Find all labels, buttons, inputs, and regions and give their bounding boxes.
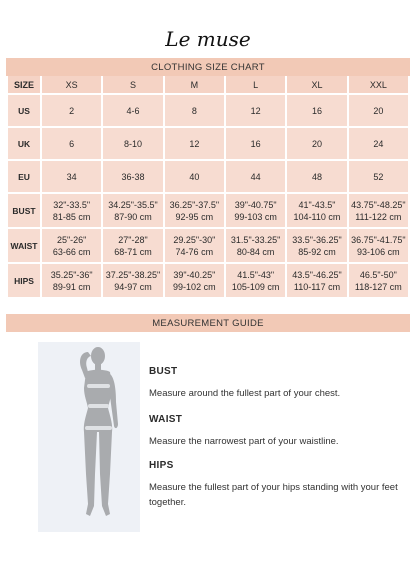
size-cell — [226, 128, 285, 161]
size-cell — [42, 128, 101, 161]
cell-value-metric: 74-76 cm — [175, 246, 214, 257]
cell-value-metric: 99-102 cm — [173, 281, 216, 292]
cell-value-metric: 93-106 cm — [357, 246, 400, 257]
size-cell — [165, 194, 224, 229]
cell-value: 12 — [250, 105, 261, 116]
guide-hips-title: HIPS — [149, 460, 174, 471]
measurement-guide-title: MEASUREMENT GUIDE — [6, 314, 410, 332]
cell-value: 27"-28" — [118, 234, 148, 245]
cell-value-metric: 85-92 cm — [298, 246, 336, 257]
row-label: BUST — [8, 194, 40, 229]
size-cell — [349, 161, 408, 194]
size-cell — [349, 128, 408, 161]
size-col-xxl: XXL — [349, 76, 408, 95]
cell-value: 29.25"-30" — [173, 234, 216, 245]
size-cell — [226, 194, 285, 229]
guide-hips-text: Measure the fullest part of your hips standing with your feet together. — [149, 482, 398, 508]
size-cell — [226, 161, 285, 194]
size-cell — [287, 194, 346, 229]
cell-value: 8-10 — [123, 138, 142, 149]
cell-value: 48 — [311, 171, 322, 182]
cell-value-metric: 99-103 cm — [234, 211, 277, 222]
cell-value: 52 — [373, 171, 384, 182]
size-col-m: M — [165, 76, 224, 95]
size-col-xs: XS — [42, 76, 101, 95]
size-cell — [349, 229, 408, 264]
size-cell — [349, 194, 408, 229]
size-cell — [349, 95, 408, 128]
cell-value: 39"-40.75" — [234, 199, 277, 210]
guide-bust — [149, 366, 404, 401]
cell-value-metric: 118-127 cm — [354, 281, 402, 292]
size-cell — [42, 161, 101, 194]
guide-waist — [149, 414, 404, 449]
cell-value: 43.5"-46.25" — [292, 269, 342, 280]
size-row-us — [8, 95, 408, 128]
row-label: UK — [8, 128, 40, 161]
size-cell — [103, 194, 162, 229]
guide-waist-title: WAIST — [149, 414, 183, 425]
cell-value: 36-38 — [121, 171, 145, 182]
row-label: US — [8, 95, 40, 128]
size-cell — [165, 264, 224, 299]
size-cell — [226, 95, 285, 128]
size-cell — [165, 161, 224, 194]
cell-value: 12 — [189, 138, 200, 149]
cell-value: 20 — [373, 105, 384, 116]
cell-value: 6 — [69, 138, 75, 149]
size-cell — [165, 95, 224, 128]
size-row-waist — [8, 229, 408, 264]
size-cell — [165, 229, 224, 264]
cell-value: 41.5"-43" — [237, 269, 275, 280]
cell-value: 34.25"-35.5" — [108, 199, 158, 210]
cell-value-metric: 92-95 cm — [175, 211, 214, 222]
size-chart-table — [6, 76, 410, 299]
cell-value: 34 — [66, 171, 77, 182]
row-label: EU — [8, 161, 40, 194]
size-cell — [287, 229, 346, 264]
cell-value-metric: 89-91 cm — [52, 281, 91, 292]
size-header-row — [8, 76, 408, 95]
guide-waist-text: Measure the narrowest part of your waistline. — [149, 436, 339, 447]
cell-value: 4-6 — [126, 105, 140, 116]
cell-value-metric: 110-117 cm — [293, 281, 341, 292]
cell-value: 25"-26" — [56, 234, 87, 245]
size-chart-title: CLOTHING SIZE CHART — [6, 58, 410, 76]
cell-value-metric: 80-84 cm — [236, 246, 275, 257]
cell-value: 40 — [189, 171, 200, 182]
size-cell — [226, 264, 285, 299]
cell-value: 36.25"-37.5" — [169, 199, 220, 210]
cell-value: 46.5"-50" — [359, 269, 397, 280]
cell-value: 16 — [311, 105, 322, 116]
size-cell — [287, 95, 346, 128]
cell-value-metric: 87-90 cm — [114, 211, 152, 222]
size-row-hips — [8, 264, 408, 299]
guide-bust-title: BUST — [149, 366, 178, 377]
guide-bust-text: Measure around the fullest part of your chest. — [149, 388, 341, 399]
size-col-l: L — [226, 76, 285, 95]
cell-value-metric: 105-109 cm — [231, 281, 280, 292]
svg-text:Le muse: Le muse — [165, 27, 251, 51]
cell-value: 41"-43.5" — [298, 199, 336, 210]
cell-value: 32"-33.5" — [53, 199, 91, 210]
cell-value: 2 — [69, 105, 75, 116]
cell-value: 20 — [311, 138, 322, 149]
cell-value-metric: 111-122 cm — [355, 211, 402, 222]
size-row-bust — [8, 194, 408, 229]
cell-value: 31.5"-33.25" — [230, 234, 281, 245]
size-cell — [349, 264, 408, 299]
size-corner-label: SIZE — [8, 76, 40, 95]
size-cell — [287, 128, 346, 161]
cell-value: 16 — [250, 138, 261, 149]
cell-value-metric: 68-71 cm — [114, 246, 152, 257]
cell-value-metric: 63-66 cm — [52, 246, 91, 257]
size-cell — [103, 264, 162, 299]
cell-value: 37.25"-38.25" — [105, 269, 161, 280]
cell-value: 39"-40.25" — [173, 269, 216, 280]
cell-value: 33.5"-36.25" — [292, 234, 342, 245]
size-cell — [42, 95, 101, 128]
brand-logo — [0, 22, 416, 56]
cell-value-metric: 94-97 cm — [114, 281, 152, 292]
size-cell — [165, 128, 224, 161]
cell-value: 44 — [250, 171, 261, 182]
size-cell — [103, 95, 162, 128]
size-col-xl: XL — [287, 76, 346, 95]
cell-value: 24 — [373, 138, 384, 149]
size-cell — [103, 128, 162, 161]
cell-value: 35.25"-36" — [50, 269, 93, 280]
body-silhouette-icon — [60, 344, 132, 524]
cell-value: 8 — [191, 105, 197, 116]
size-cell — [103, 161, 162, 194]
size-cell — [226, 229, 285, 264]
size-cell — [42, 194, 101, 229]
size-cell — [103, 229, 162, 264]
cell-value: 43.75"-48.25" — [351, 199, 406, 210]
cell-value-metric: 104-110 cm — [293, 211, 341, 222]
cell-value-metric: 81-85 cm — [52, 211, 91, 222]
size-cell — [287, 161, 346, 194]
size-col-s: S — [103, 76, 162, 95]
size-row-uk — [8, 128, 408, 161]
row-label: HIPS — [8, 264, 40, 299]
guide-hips — [149, 460, 404, 510]
size-cell — [42, 264, 101, 299]
size-row-eu — [8, 161, 408, 194]
cell-value: 36.75"-41.75" — [351, 234, 406, 245]
size-cell — [42, 229, 101, 264]
size-cell — [287, 264, 346, 299]
row-label: WAIST — [8, 229, 40, 264]
